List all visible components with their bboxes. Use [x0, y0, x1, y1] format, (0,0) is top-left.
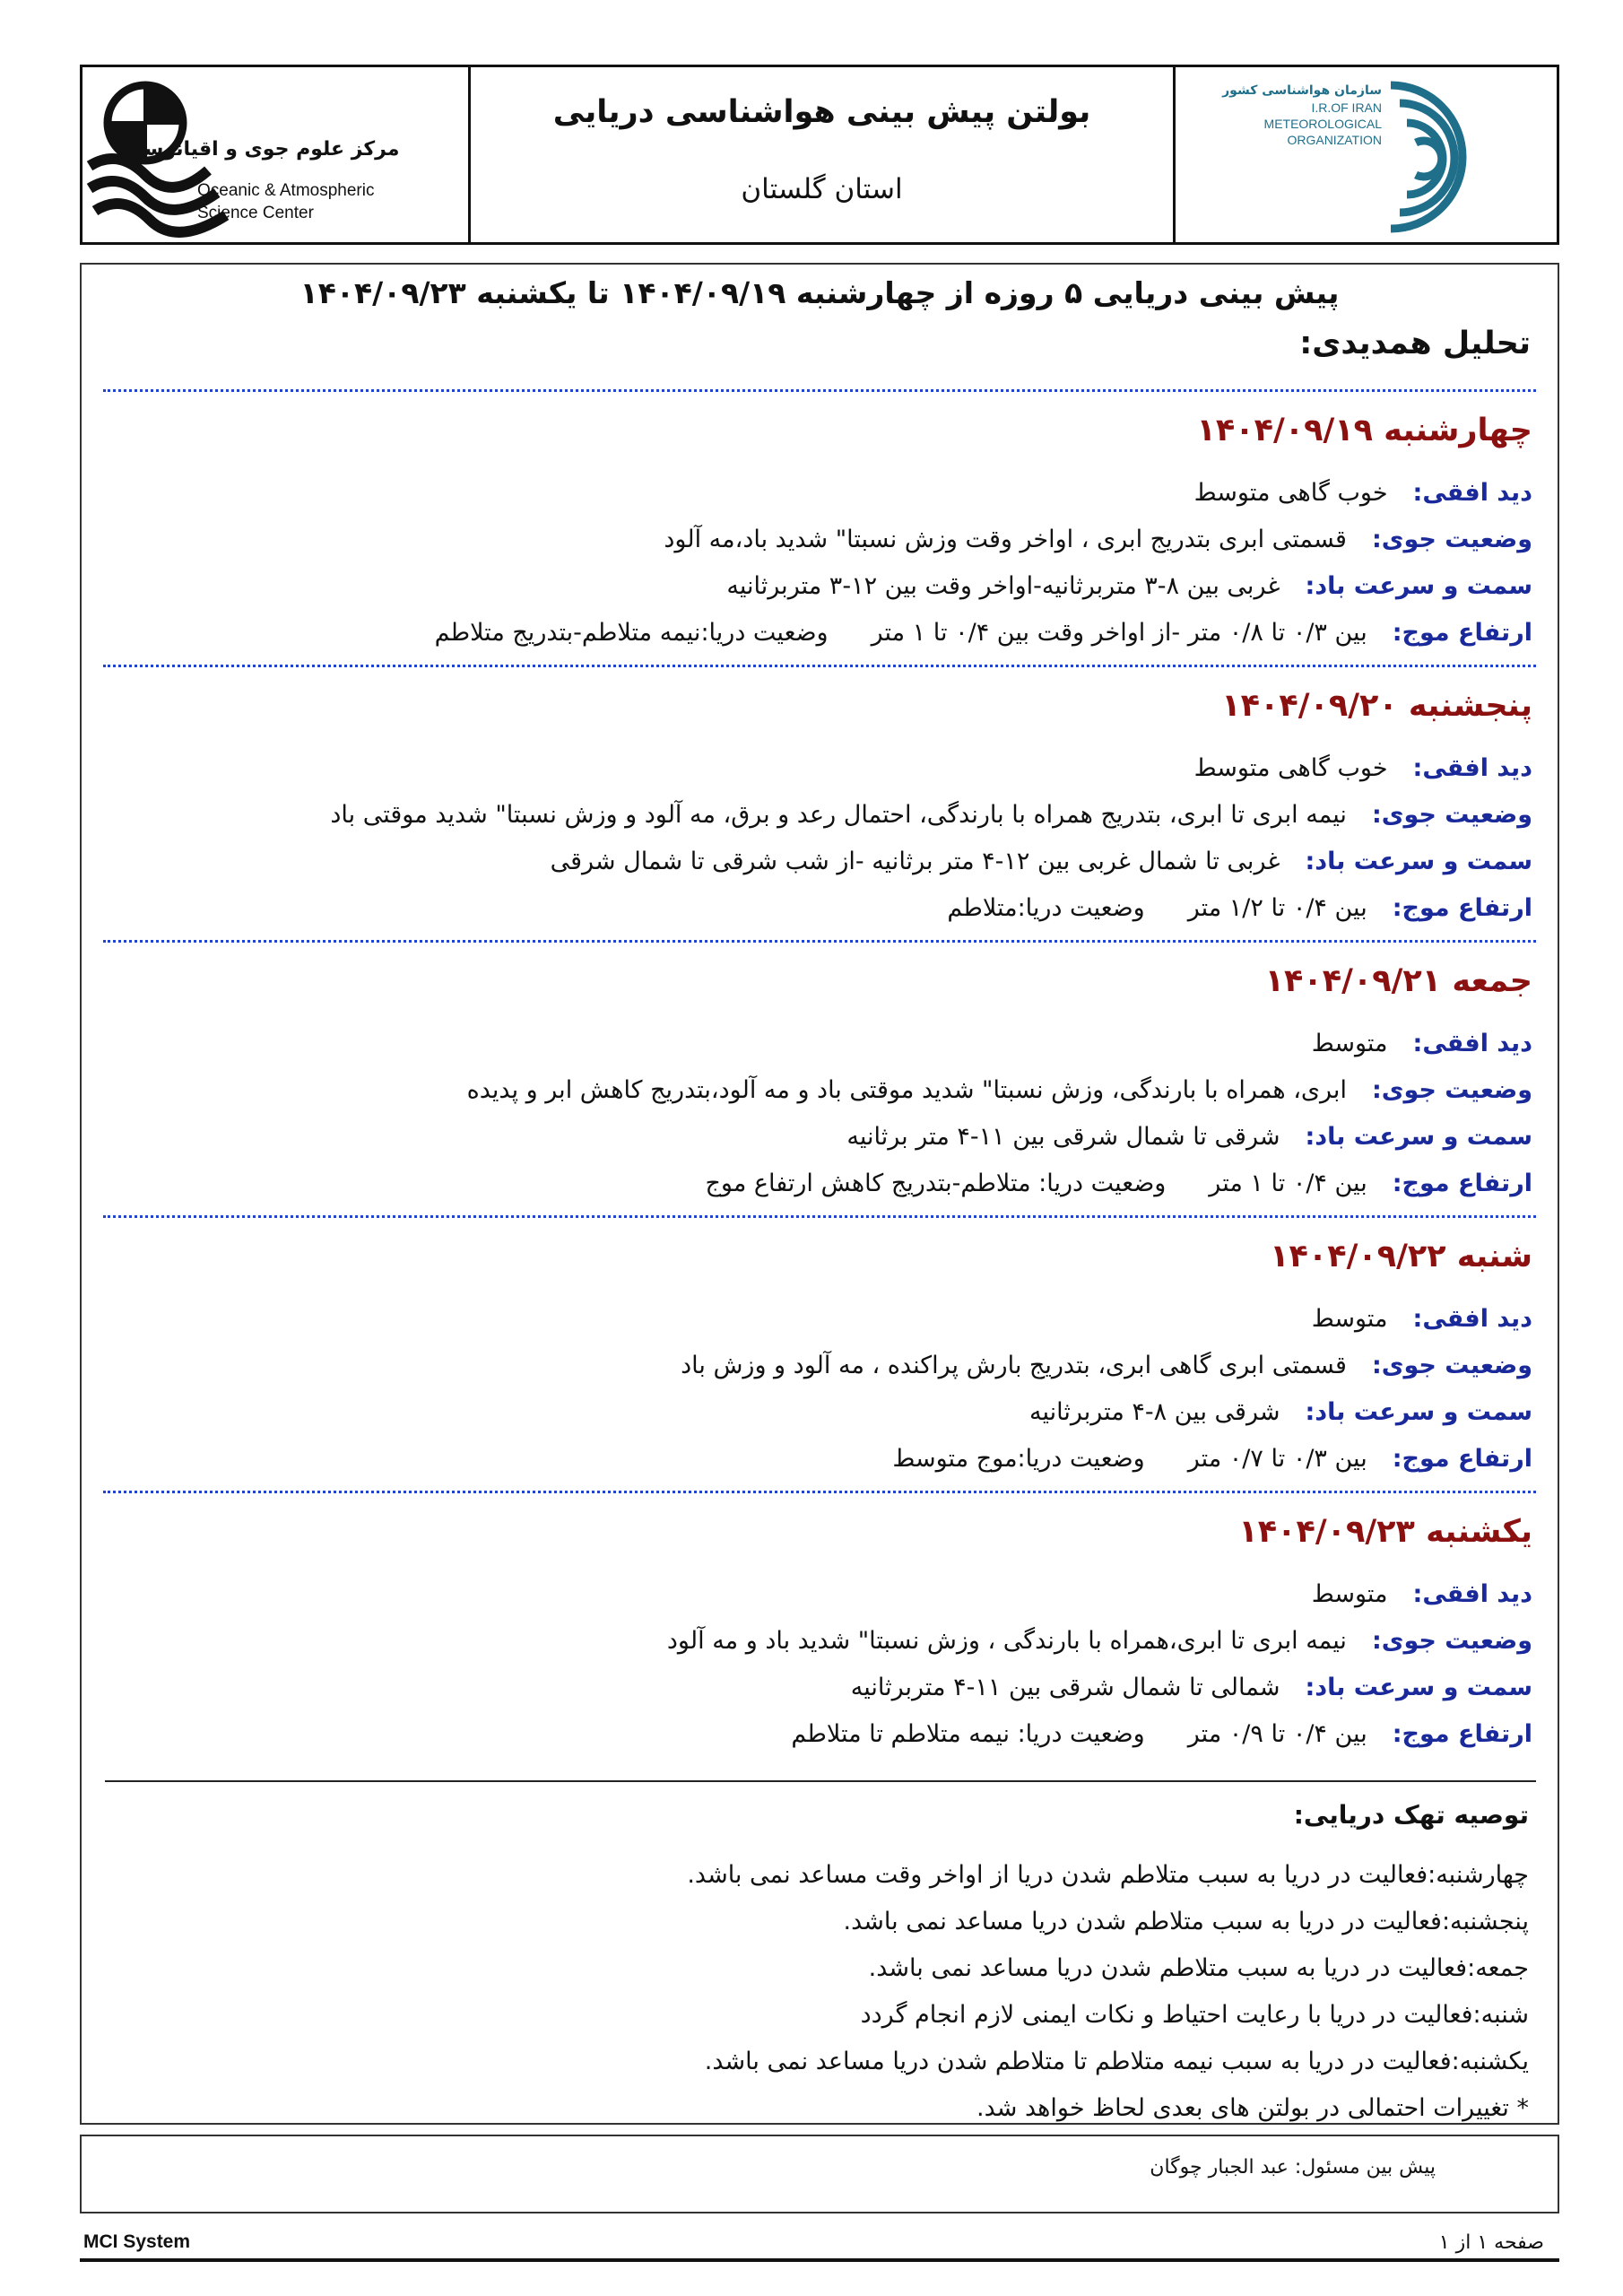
wind-row: [82, 563, 1532, 610]
recommendation-line: پنجشنبه:فعالیت در دریا به سبب متلاطم شدن دریا مساعد نمی باشد.: [843, 1908, 1529, 1935]
recommendation-line: شنبه:فعالیت در دریا با رعایت احتیاط و نکات ایمنی لازم انجام گردد: [860, 2001, 1529, 2029]
wind-row: [82, 1114, 1532, 1161]
logo-org-en-2: METEOROLOGICAL: [1263, 117, 1382, 131]
day-forecast: [82, 674, 1532, 932]
day-heading: چهارشنبه ۱۴۰۴/۰۹/۱۹: [1196, 413, 1532, 448]
weather-value: نیمه ابری تا ابری،همراه با بارندگی ، وزش نسبتا" شدید باد و مه آلود: [666, 1627, 1347, 1655]
boat-recommendation: [103, 1789, 1529, 2132]
weather-value: ابری، همراه با بارندگی، وزش نسبتا" شدید موقتی باد و مه آلود،بتدریج کاهش ابر و پدیده: [466, 1076, 1347, 1104]
ocean-atmos-center-logo: [82, 67, 471, 242]
weather-label: وضعیت جوی:: [1371, 1627, 1532, 1655]
logo-org-en-1: I.R.OF IRAN: [1311, 100, 1382, 115]
day-forecast: [82, 1500, 1532, 1758]
section-divider: [105, 1780, 1536, 1782]
recommendation-line: یکشنبه:فعالیت در دریا به سبب نیمه متلاطم تا متلاطم شدن دریا مساعد نمی باشد.: [704, 2048, 1529, 2075]
logo-en-text-2: Science Center: [197, 204, 314, 222]
weather-row: [82, 792, 1532, 839]
day-heading: جمعه ۱۴۰۴/۰۹/۲۱: [1264, 963, 1532, 999]
wind-value: غربی تا شمال غربی بین ۱۲-۴ متر برثانیه -از شب شرقی تا شمال شرقی: [550, 848, 1280, 875]
responsible-forecaster: پیش بین مسئول: عبد الجبار چوگان: [1150, 2156, 1436, 2179]
divider: [103, 389, 1536, 392]
visibility-label: دید افقی:: [1412, 1580, 1532, 1608]
logo-org-fa: سازمان هواشناسی کشور: [1222, 83, 1382, 98]
footer-rule: [80, 2258, 1559, 2262]
wave-value: بین ۰/۴ تا ۱/۲ متر: [1187, 894, 1367, 922]
recommendation-line: جمعه:فعالیت در دریا به سبب متلاطم شدن دریا مساعد نمی باشد.: [868, 1954, 1529, 1982]
weather-row: [82, 517, 1532, 563]
weather-row: [82, 1067, 1532, 1114]
wind-label: سمت و سرعت باد:: [1305, 1398, 1532, 1426]
wind-label: سمت و سرعت باد:: [1305, 572, 1532, 600]
weather-label: وضعیت جوی:: [1371, 1076, 1532, 1104]
sea-state-value: وضعیت دریا: نیمه متلاطم تا متلاطم: [791, 1720, 1145, 1748]
synoptic-analysis-label: تحلیل همدیدی:: [1299, 326, 1531, 361]
bulletin-header: [80, 65, 1559, 245]
sea-state-value: وضعیت دریا: متلاطم-بتدریج کاهش ارتفاع موج: [705, 1170, 1167, 1197]
forecaster-box: [80, 2135, 1559, 2213]
visibility-value: خوب گاهی متوسط: [1193, 754, 1388, 782]
divider: [103, 665, 1536, 667]
weather-label: وضعیت جوی:: [1371, 1352, 1532, 1379]
page-number: صفحه ۱ از ۱: [1438, 2231, 1544, 2254]
sea-state-value: وضعیت دریا:موج متوسط: [892, 1445, 1145, 1473]
divider: [103, 1491, 1536, 1493]
system-name: MCI System: [83, 2231, 191, 2252]
visibility-row: [82, 1021, 1532, 1067]
wave-label: ارتفاع موج:: [1392, 894, 1532, 922]
wave-label: ارتفاع موج:: [1392, 1170, 1532, 1197]
weather-row: [82, 1343, 1532, 1389]
ocean-atmos-logo-icon: [82, 67, 468, 242]
wind-row: [82, 1665, 1532, 1711]
wave-row: [82, 1161, 1532, 1207]
wind-row: [82, 1389, 1532, 1436]
wind-value: شمالی تا شمال شرقی بین ۱۱-۴ متربرثانیه: [850, 1674, 1280, 1701]
wave-row: [82, 610, 1532, 657]
recommendation-note: * تغییرات احتمالی در بولتن های بعدی لحاظ خواهد شد.: [976, 2094, 1529, 2122]
day-forecast: [82, 1224, 1532, 1483]
visibility-label: دید افقی:: [1412, 1305, 1532, 1333]
logo-fa-text: مرکز علوم جوی و اقیانوسی: [124, 138, 400, 161]
wave-value: بین ۰/۳ تا ۰/۸ متر -از اواخر وقت بین ۰/۴ تا ۱ متر: [871, 619, 1367, 647]
visibility-row: [82, 745, 1532, 792]
sea-state-value: وضعیت دریا:متلاطم: [947, 894, 1145, 922]
divider: [103, 940, 1536, 943]
header-title-cell: [471, 67, 1176, 242]
day-heading: شنبه ۱۴۰۴/۰۹/۲۲: [1270, 1239, 1532, 1274]
recommendation-line: چهارشنبه:فعالیت در دریا به سبب متلاطم شدن دریا از اواخر وقت مساعد نمی باشد.: [687, 1861, 1529, 1889]
weather-value: قسمتی ابری بتدریج ابری ، اواخر وقت وزش نسبتا" شدید باد،مه آلود: [664, 526, 1347, 553]
wind-row: [82, 839, 1532, 885]
visibility-label: دید افقی:: [1412, 754, 1532, 782]
recommendation-title: توصیه تهک دریایی:: [1293, 1800, 1529, 1830]
wind-label: سمت و سرعت باد:: [1305, 1674, 1532, 1701]
weather-label: وضعیت جوی:: [1371, 801, 1532, 829]
day-heading: یکشنبه ۱۴۰۴/۰۹/۲۳: [1238, 1514, 1532, 1550]
day-heading: پنجشنبه ۱۴۰۴/۰۹/۲۰: [1221, 688, 1532, 724]
wind-value: شرقی تا شمال شرقی بین ۱۱-۴ متر برثانیه: [846, 1123, 1280, 1151]
visibility-label: دید افقی:: [1412, 1030, 1532, 1057]
day-forecast: [82, 398, 1532, 657]
visibility-value: متوسط: [1311, 1030, 1388, 1057]
visibility-value: متوسط: [1311, 1580, 1388, 1608]
wave-label: ارتفاع موج:: [1392, 1720, 1532, 1748]
wave-label: ارتفاع موج:: [1392, 619, 1532, 647]
weather-value: قسمتی ابری گاهی ابری، بتدریج بارش پراکنده ، مه آلود و وزش باد: [681, 1352, 1347, 1379]
province-name: استان گلستان: [741, 173, 903, 205]
visibility-row: [82, 470, 1532, 517]
wave-row: [82, 1436, 1532, 1483]
wind-value: غربی بین ۸-۳ متربرثانیه-اواخر وقت بین ۱۲-۳ متربرثانیه: [726, 572, 1280, 600]
visibility-label: دید افقی:: [1412, 479, 1532, 507]
logo-en-text-1: Oceanic & Atmospheric: [197, 181, 375, 200]
irimo-logo-icon: [1176, 67, 1557, 242]
wave-value: بین ۰/۴ تا ۱ متر: [1209, 1170, 1367, 1197]
divider: [103, 1215, 1536, 1218]
wind-label: سمت و سرعت باد:: [1305, 848, 1532, 875]
logo-org-en-3: ORGANIZATION: [1287, 133, 1382, 147]
visibility-row: [82, 1571, 1532, 1618]
bulletin-title: بولتن پیش بینی هواشناسی دریایی: [552, 94, 1091, 130]
visibility-row: [82, 1296, 1532, 1343]
weather-value: نیمه ابری تا ابری، بتدریج همراه با بارندگی، احتمال رعد و برق، مه آلود و وزش نسبتا" شدید موقتی باد: [330, 801, 1347, 829]
wave-value: بین ۰/۳ تا ۰/۷ متر: [1187, 1445, 1367, 1473]
sea-state-value: وضعیت دریا:نیمه متلاطم-بتدریج متلاطم: [434, 619, 829, 647]
wave-row: [82, 885, 1532, 932]
weather-label: وضعیت جوی:: [1371, 526, 1532, 553]
visibility-value: متوسط: [1311, 1305, 1388, 1333]
wave-value: بین ۰/۴ تا ۰/۹ متر: [1187, 1720, 1367, 1748]
wave-row: [82, 1711, 1532, 1758]
day-forecast: [82, 949, 1532, 1207]
visibility-value: خوب گاهی متوسط: [1193, 479, 1388, 507]
meteorological-org-logo: [1176, 67, 1557, 242]
forecast-body: [80, 263, 1559, 2125]
forecast-period-title: پیش بینی دریایی ۵ روزه از چهارشنبه ۱۴۰۴/۰۹/۱۹ تا یکشنبه ۱۴۰۴/۰۹/۲۳: [299, 275, 1340, 310]
wave-label: ارتفاع موج:: [1392, 1445, 1532, 1473]
wind-label: سمت و سرعت باد:: [1305, 1123, 1532, 1151]
weather-row: [82, 1618, 1532, 1665]
wind-value: شرقی بین ۸-۴ متربرثانیه: [1028, 1398, 1280, 1426]
